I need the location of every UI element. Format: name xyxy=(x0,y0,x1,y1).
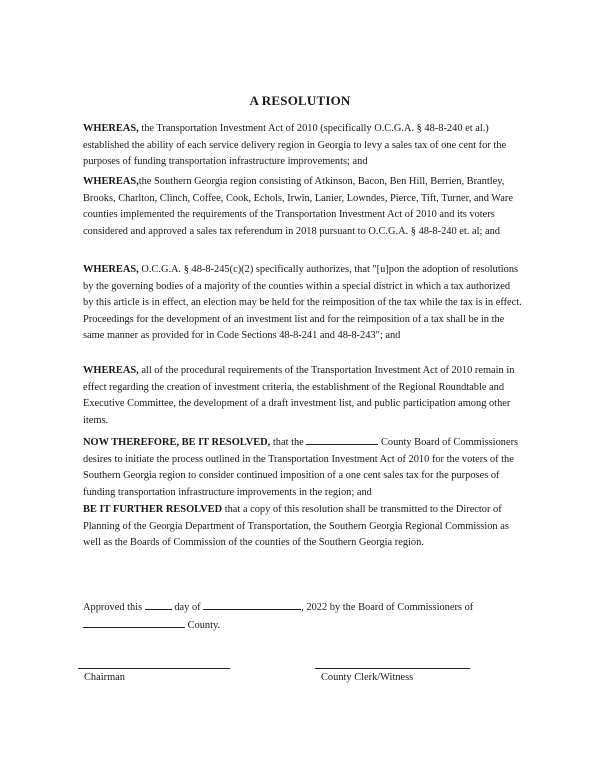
paragraph-body: all of the procedural requirements of the Transportation Investment Act of 2010 remain in effect regarding the creation of investment criteria, the establishment of the Regional Roundtable and Executive Committee, the development of a draft investment list, and public participation among other items. xyxy=(83,365,515,426)
paragraph-lead: NOW THEREFORE, BE IT RESOLVED, xyxy=(83,437,271,448)
paragraph-lead: WHEREAS, xyxy=(83,264,139,275)
clerk-signature-line[interactable] xyxy=(315,668,470,669)
day-blank[interactable] xyxy=(145,598,172,610)
whereas-paragraph-3 xyxy=(83,262,523,345)
paragraph-lead: WHEREAS, xyxy=(83,123,139,134)
month-blank[interactable] xyxy=(203,598,301,610)
paragraph-body-end: County Board of Commissioners desires to initiate the process outlined in the Transportation Investment Act of 2010 for the voters of the Southern Georgia region to consider continued imposition of a one cent sales tax for the purposes of funding transportation infrastructure improvements in the region; and xyxy=(83,437,519,498)
paragraph-lead: BE IT FURTHER RESOLVED xyxy=(83,504,223,515)
county-name-blank[interactable] xyxy=(306,433,378,445)
page-title: A RESOLUTION xyxy=(249,93,351,108)
paragraph-body: the Southern Georgia region consisting of Atkinson, Bacon, Ben Hill, Berrien, Brantley, Brooks, Charlton, Clinch, Coffee, Cook, Echols, Irwin, Lanier, Lowndes, Pierce, Tift, Turner, and Ware counties implemented the requirements of the Transportation Investment Act of 2010 and its voters considered and approved a sales tax referendum in 2018 pursuant to O.C.G.A. § 48-8-240 et. al; and xyxy=(83,176,513,237)
approval-year-text: , 2022 by the Board of Commissioners of xyxy=(301,602,474,613)
paragraph-lead: WHEREAS, xyxy=(83,176,139,187)
clerk-witness-label: County Clerk/Witness xyxy=(321,672,414,683)
paragraph-body: the Transportation Investment Act of 2010 (specifically O.C.G.A. § 48-8-240 et al.) established the ability of each service delivery region in Georgia to levy a sales tax of one cent for the purposes of funding transportation infrastructure improvements; and xyxy=(83,123,507,167)
approval-prefix: Approved this xyxy=(83,602,145,613)
further-resolved-paragraph xyxy=(83,502,523,552)
approval-line xyxy=(83,598,523,634)
paragraph-body-start: that the xyxy=(270,437,307,448)
whereas-paragraph-2 xyxy=(83,174,523,240)
approval-county-word: County. xyxy=(185,620,221,631)
chairman-label: Chairman xyxy=(84,672,125,683)
approval-county-blank[interactable] xyxy=(83,616,185,628)
paragraph-body: that a copy of this resolution shall be transmitted to the Director of Planning of the Georgia Department of Transportation, the Southern Georgia Regional Commission as well as the Boards of Commission of the counties of the Southern Georgia region. xyxy=(83,504,509,548)
whereas-paragraph-1 xyxy=(83,121,523,171)
resolved-paragraph xyxy=(83,433,523,501)
whereas-paragraph-4 xyxy=(83,363,523,429)
paragraph-lead: WHEREAS, xyxy=(83,365,139,376)
approval-day-word: day of xyxy=(171,602,204,613)
chairman-signature-line[interactable] xyxy=(78,668,230,669)
paragraph-body: O.C.G.A. § 48-8-245(c)(2) specifically authorizes, that "[u]pon the adoption of resolutions by the governing bodies of a majority of the counties within a special district in which a tax authorized by this article is in effect, an election may be held for the reimposition of the tax while the tax is in effect. Proceedings for the development of an investment list and for the reimposition of a tax shall be in the same manner as provided for in Code Sections 48-8-241 and 48-8-243"; and xyxy=(83,264,522,341)
